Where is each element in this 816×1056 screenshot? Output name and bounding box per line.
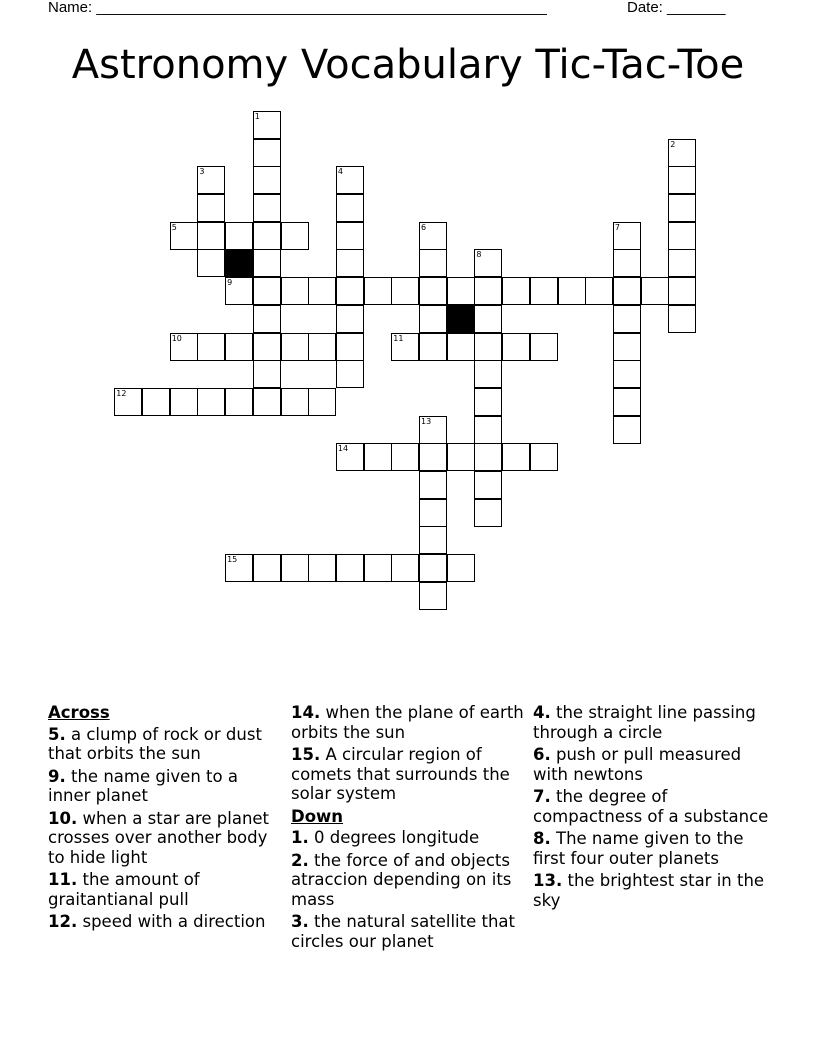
- clue-number-label: 9: [227, 278, 233, 288]
- grid-cell[interactable]: [391, 554, 419, 582]
- grid-cell[interactable]: [336, 554, 364, 582]
- grid-cell[interactable]: [558, 277, 586, 305]
- clue-number-label: 10: [171, 333, 182, 343]
- grid-cell[interactable]: [474, 499, 502, 527]
- grid-cell[interactable]: [336, 222, 364, 250]
- grid-cell[interactable]: [419, 582, 447, 610]
- clue-number: 14.: [291, 703, 321, 722]
- clue-number-label: 8: [476, 250, 482, 260]
- down-clue-4: [533, 703, 769, 742]
- clue-number: 11.: [48, 870, 78, 889]
- clue-number: 9.: [48, 766, 66, 786]
- clue-text: when the plane of earth orbits the sun: [291, 703, 524, 742]
- grid-cell[interactable]: [668, 166, 696, 194]
- grid-cell[interactable]: [253, 222, 281, 250]
- grid-cell-8[interactable]: [474, 249, 502, 277]
- clue-number: 3.: [291, 912, 309, 931]
- grid-cell[interactable]: [613, 360, 641, 388]
- clue-text: a clump of rock or dust that orbits the sun: [48, 724, 262, 763]
- grid-cell[interactable]: [447, 277, 475, 305]
- down-clue-7: [533, 787, 769, 826]
- grid-cell[interactable]: [197, 194, 225, 222]
- grid-cell[interactable]: [585, 277, 613, 305]
- clue-text: the straight line passing through a circle: [533, 703, 756, 742]
- grid-cell[interactable]: [336, 305, 364, 333]
- grid-cell[interactable]: [474, 333, 502, 361]
- grid-cell[interactable]: [253, 360, 281, 388]
- grid-cell[interactable]: [419, 249, 447, 277]
- grid-cell[interactable]: [391, 277, 419, 305]
- down-clue-8: [533, 829, 769, 868]
- grid-cell[interactable]: [613, 416, 641, 444]
- grid-cell[interactable]: [225, 333, 253, 361]
- grid-cell[interactable]: [308, 277, 336, 305]
- grid-cell[interactable]: [308, 333, 336, 361]
- grid-cell-14[interactable]: [336, 443, 364, 471]
- grid-cell[interactable]: [613, 277, 641, 305]
- clue-number-label: 2: [670, 139, 676, 149]
- grid-cell[interactable]: [253, 139, 281, 167]
- across-clue-11: [48, 870, 284, 909]
- clue-number-label: 3: [199, 167, 205, 177]
- grid-cell[interactable]: [447, 333, 475, 361]
- clue-text: the degree of compactness of a substance: [533, 787, 769, 826]
- grid-cell-6[interactable]: [419, 222, 447, 250]
- grid-cell[interactable]: [419, 471, 447, 499]
- grid-cell[interactable]: [530, 333, 558, 361]
- clue-text: the brightest star in the sky: [533, 871, 765, 910]
- grid-cell[interactable]: [668, 222, 696, 250]
- grid-cell[interactable]: [336, 249, 364, 277]
- down-clue-13: [533, 871, 769, 910]
- name-line: Name: ______________________________________________________: [48, 0, 547, 16]
- clue-column-2: [291, 703, 527, 954]
- grid-cell-9[interactable]: [225, 277, 253, 305]
- clue-text: A circular region of comets that surrounds the solar system: [291, 745, 510, 803]
- grid-cell[interactable]: [336, 277, 364, 305]
- grid-cell-1[interactable]: [253, 111, 281, 139]
- grid-cell[interactable]: [419, 554, 447, 582]
- across-heading: Across: [48, 703, 110, 722]
- grid-cell-4[interactable]: [336, 166, 364, 194]
- grid-cell[interactable]: [336, 360, 364, 388]
- clue-number: 4.: [533, 703, 551, 722]
- grid-cell[interactable]: [281, 554, 309, 582]
- clue-column-1: [48, 703, 284, 935]
- grid-cell[interactable]: [281, 277, 309, 305]
- grid-cell[interactable]: [668, 305, 696, 333]
- grid-cell[interactable]: [253, 333, 281, 361]
- grid-cell[interactable]: [613, 388, 641, 416]
- clue-number: 8.: [533, 829, 551, 848]
- grid-cell[interactable]: [253, 305, 281, 333]
- clue-number-label: 11: [393, 333, 404, 343]
- clue-number: 6.: [533, 745, 551, 764]
- clue-number-label: 15: [227, 555, 238, 565]
- across-clue-12: [48, 912, 284, 932]
- grid-cell[interactable]: [364, 554, 392, 582]
- clue-column-3: [533, 703, 769, 913]
- grid-cell[interactable]: [253, 388, 281, 416]
- clue-text: The name given to the first four outer planets: [533, 829, 744, 868]
- grid-cell[interactable]: [253, 194, 281, 222]
- grid-cell[interactable]: [419, 499, 447, 527]
- grid-cell-11[interactable]: [391, 333, 419, 361]
- across-clue-14: [291, 703, 527, 742]
- clue-number: 2.: [291, 850, 309, 870]
- grid-cell[interactable]: [613, 249, 641, 277]
- grid-cell[interactable]: [447, 554, 475, 582]
- clue-number: 5.: [48, 724, 66, 744]
- grid-cell[interactable]: [474, 471, 502, 499]
- clue-text: the force of and objects atraccion depending on its mass: [291, 850, 512, 909]
- grid-cell[interactable]: [225, 222, 253, 250]
- grid-cell-2[interactable]: [668, 139, 696, 167]
- grid-cell[interactable]: [253, 166, 281, 194]
- clue-text: the amount of graitantianal pull: [48, 870, 200, 909]
- grid-cell-5[interactable]: [170, 222, 198, 250]
- grid-cell[interactable]: [530, 443, 558, 471]
- grid-cell[interactable]: [253, 249, 281, 277]
- grid-cell[interactable]: [419, 333, 447, 361]
- clue-number-label: 7: [614, 222, 620, 232]
- grid-cell[interactable]: [502, 333, 530, 361]
- grid-cell[interactable]: [336, 333, 364, 361]
- grid-cell[interactable]: [613, 305, 641, 333]
- grid-cell-15[interactable]: [225, 554, 253, 582]
- grid-cell[interactable]: [474, 443, 502, 471]
- grid-cell[interactable]: [281, 333, 309, 361]
- across-clue-9: [48, 767, 284, 806]
- grid-cell[interactable]: [474, 360, 502, 388]
- clue-number-label: 6: [421, 222, 427, 232]
- grid-cell[interactable]: [281, 222, 309, 250]
- down-clue-3: [291, 912, 527, 951]
- clue-number-label: 1: [254, 111, 260, 121]
- clue-text: 0 degrees longitude: [308, 828, 480, 847]
- grid-cell[interactable]: [668, 249, 696, 277]
- clue-text: the name given to a inner planet: [48, 766, 238, 805]
- clue-number: 12.: [48, 912, 78, 931]
- down-clue-1: [291, 828, 527, 848]
- down-heading: Down: [291, 806, 344, 826]
- grid-cell[interactable]: [225, 388, 253, 416]
- grid-cell[interactable]: [668, 277, 696, 305]
- page-title: Astronomy Vocabulary Tic-Tac-Toe: [71, 42, 745, 88]
- clue-text: speed with a direction: [77, 912, 266, 931]
- across-clue-10: [48, 809, 284, 868]
- clue-text: push or pull measured with newtons: [533, 745, 742, 784]
- grid-cell[interactable]: [197, 388, 225, 416]
- across-clue-5: [48, 725, 284, 764]
- grid-cell[interactable]: [391, 443, 419, 471]
- down-clue-6: [533, 745, 769, 784]
- grid-cell[interactable]: [447, 443, 475, 471]
- black-cell: [447, 305, 475, 333]
- grid-cell[interactable]: [668, 194, 696, 222]
- grid-cell[interactable]: [197, 249, 225, 277]
- grid-cell[interactable]: [502, 277, 530, 305]
- grid-cell[interactable]: [197, 222, 225, 250]
- grid-cell[interactable]: [308, 388, 336, 416]
- clue-number-label: 14: [337, 444, 349, 454]
- grid-cell[interactable]: [281, 388, 309, 416]
- clue-number: 1.: [291, 828, 309, 847]
- grid-cell[interactable]: [502, 443, 530, 471]
- clue-number-label: 4: [337, 167, 343, 177]
- grid-cell[interactable]: [170, 388, 198, 416]
- grid-cell[interactable]: [474, 277, 502, 305]
- grid-cell-12[interactable]: [114, 388, 142, 416]
- grid-cell[interactable]: [253, 554, 281, 582]
- down-clue-2: [291, 851, 527, 910]
- clue-number-label: 12: [116, 388, 127, 398]
- clue-number-label: 13: [421, 416, 432, 426]
- grid-cell[interactable]: [364, 277, 392, 305]
- clue-number: 15.: [291, 745, 321, 764]
- date-line: Date: _______: [627, 0, 726, 16]
- grid-cell[interactable]: [419, 526, 447, 554]
- grid-cell[interactable]: [364, 443, 392, 471]
- clue-number: 13.: [533, 871, 563, 890]
- grid-cell[interactable]: [142, 388, 170, 416]
- grid-cell[interactable]: [474, 416, 502, 444]
- grid-cell[interactable]: [253, 277, 281, 305]
- grid-cell[interactable]: [336, 194, 364, 222]
- grid-cell[interactable]: [613, 333, 641, 361]
- grid-cell[interactable]: [474, 305, 502, 333]
- clue-text: when a star are planet crosses over another body to hide light: [48, 808, 270, 867]
- grid-cell[interactable]: [474, 388, 502, 416]
- grid-cell[interactable]: [197, 333, 225, 361]
- grid-cell-13[interactable]: [419, 416, 447, 444]
- grid-cell[interactable]: [530, 277, 558, 305]
- grid-cell-3[interactable]: [197, 166, 225, 194]
- grid-cell[interactable]: [419, 277, 447, 305]
- black-cell: [225, 249, 253, 277]
- clue-number: 10.: [48, 808, 78, 828]
- grid-cell-7[interactable]: [613, 222, 641, 250]
- across-clue-15: [291, 745, 527, 804]
- clue-text: the natural satellite that circles our planet: [291, 912, 515, 951]
- clue-number-label: 5: [171, 222, 177, 232]
- grid-cell[interactable]: [419, 305, 447, 333]
- grid-cell-10[interactable]: [170, 333, 198, 361]
- grid-cell[interactable]: [641, 277, 669, 305]
- clue-number: 7.: [533, 787, 551, 806]
- grid-cell[interactable]: [419, 443, 447, 471]
- grid-cell[interactable]: [308, 554, 336, 582]
